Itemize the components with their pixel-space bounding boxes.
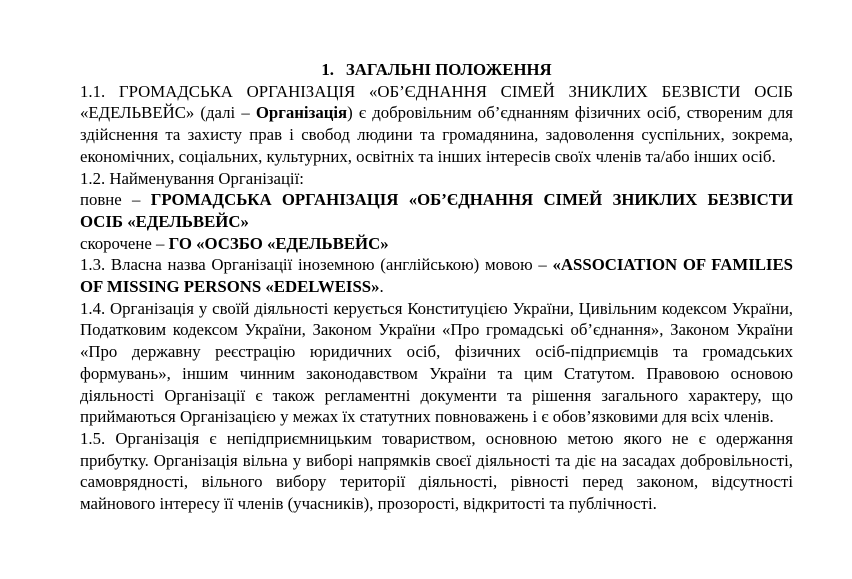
section-title-text: ЗАГАЛЬНІ ПОЛОЖЕННЯ [345, 60, 552, 79]
text-run: скорочене – [80, 233, 169, 253]
text-run: 1.1. ГРОМАДСЬКА ОРГАНІЗАЦІЯ «ОБ’ЄДНАННЯ СІМЕЙ ЗНИКЛИХ БЕЗВІСТИ ОСІБ «ЕДЕЛЬВЕЙС» (далі – [80, 81, 793, 123]
section-number: 1. [321, 60, 334, 79]
clause-1-1 [80, 81, 793, 168]
clause-1-2-full-name [80, 189, 793, 232]
text-run: . [379, 277, 384, 297]
clause-1-5 [80, 428, 793, 515]
bold-text-run: ГО «ОСЗБО «ЕДЕЛЬВЕЙС» [168, 233, 389, 253]
text-run: 1.3. Власна назва Організації іноземною (англійською) мовою – [80, 255, 553, 275]
clause-1-3 [80, 254, 793, 297]
bold-text-run: ГРОМАДСЬКА ОРГАНІЗАЦІЯ «ОБ’ЄДНАННЯ СІМЕЙ ЗНИКЛИХ БЕЗВІСТИ ОСІБ «ЕДЕЛЬВЕЙС» [80, 190, 793, 231]
text-run: повне – [80, 190, 151, 210]
text-run: ) є добровільним об’єднанням фізичних осіб, створеним для здійснення та захисту прав і свобод людини та громадянина, задоволення суспільних, зокрема, економічних, соціальних, культурних, освітніх та інших інтересів своїх членів та/або інших осіб. [80, 103, 793, 166]
document-body [80, 59, 793, 515]
text-run: 1.2. Найменування Організації: [80, 168, 304, 188]
text-run: 1.5. Організація є непідприємницьким товариством, основною метою якого не є одержання прибутку. Організація вільна у виборі напрямків своєї діяльності та діє на засадах добровільності, самоврядності, вільного вибору території діяльності, рівності перед законом, відсутності майнового інтересу її членів (учасників), прозорості, відкритості та публічності. [80, 428, 793, 514]
text-run: 1.4. Організація у своїй діяльності керується Конституцією України, Цивільним кодексом України, Податковим кодексом України, Законом України «Про громадські об’єднання», Законом України «Про державну реєстрацію юридичних осіб, фізичних осіб-підприємців та громадських формувань», іншим чинним законодавством України та цим Статутом. Правовою основою діяльності Організації є також регламентні документи та рішення загального характеру, що приймаються Організацією у межах їх статутних повноважень і є обов’язковими для всіх членів. [80, 298, 793, 427]
clause-1-2 [80, 168, 793, 190]
section-title [80, 59, 793, 81]
clause-1-2-short-name [80, 233, 793, 255]
clause-1-4 [80, 298, 793, 428]
bold-text-run: Організація [255, 103, 348, 123]
bold-text-run: «ASSOCIATION OF FAMILIES OF MISSING PERSONS «EDELWEISS» [80, 255, 793, 297]
